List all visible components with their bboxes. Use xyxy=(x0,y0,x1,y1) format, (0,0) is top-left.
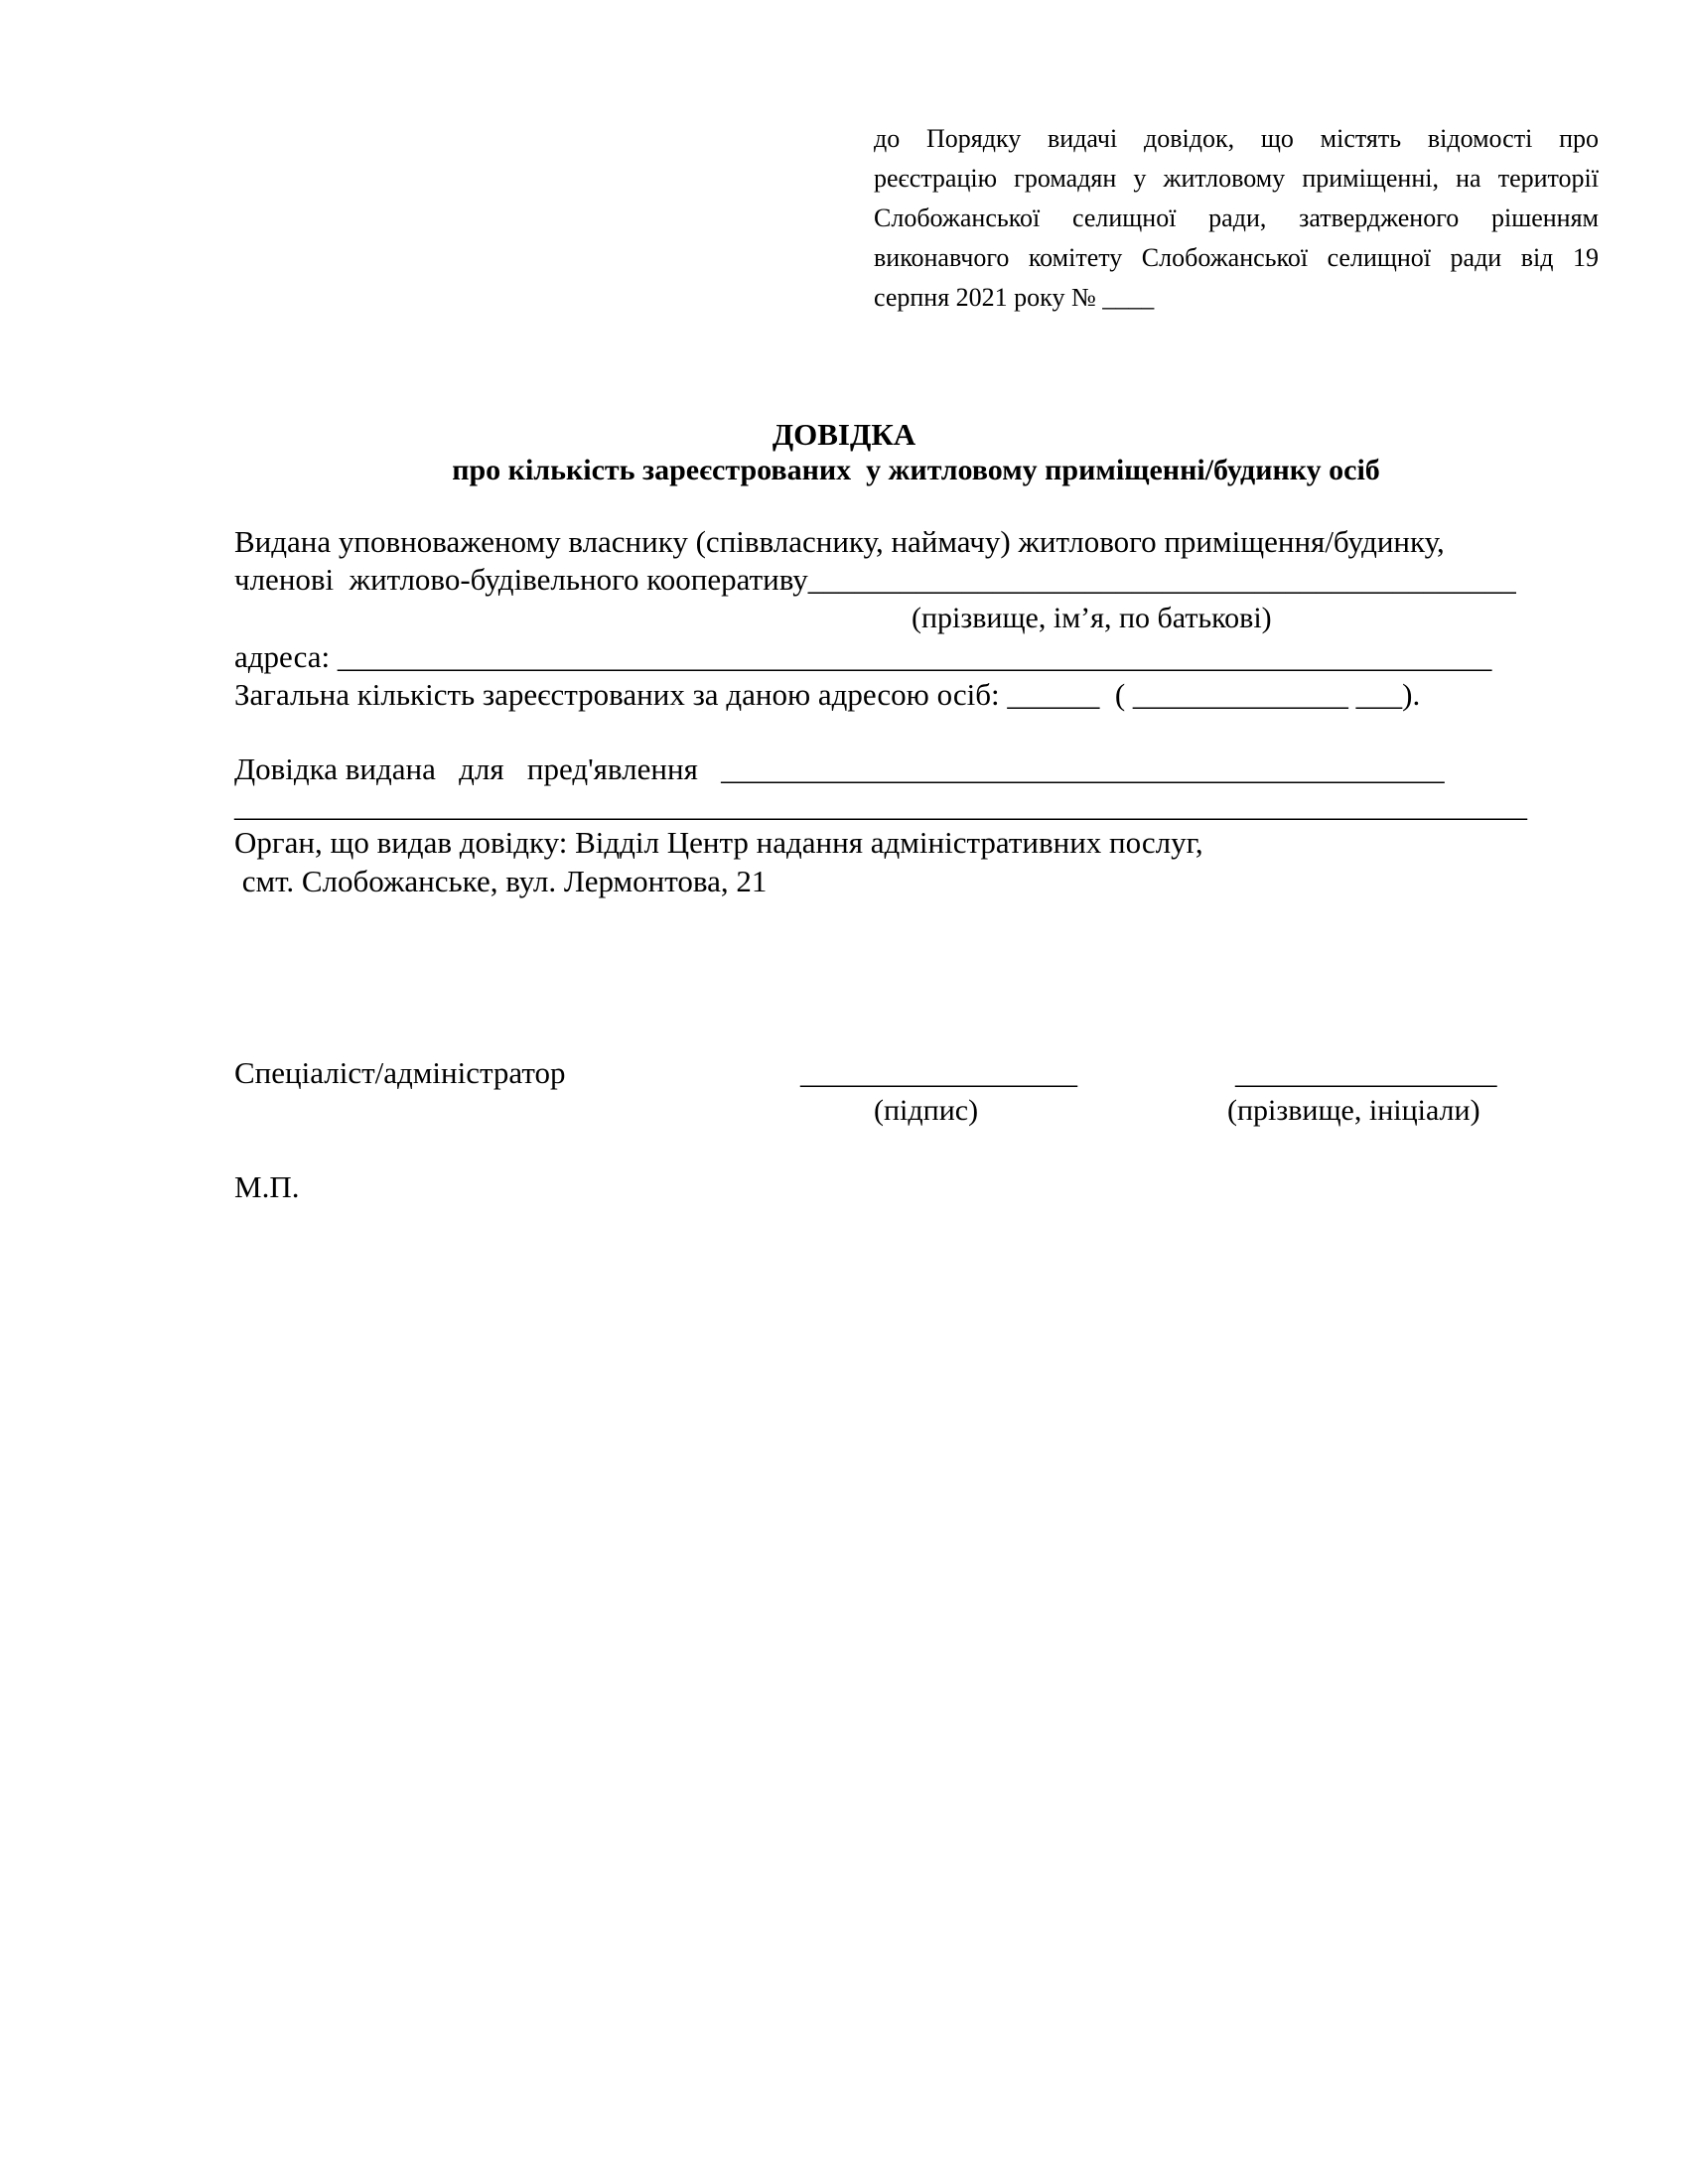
initials-blank: _________________ xyxy=(1235,1055,1497,1090)
document-title: ДОВІДКА xyxy=(772,417,916,452)
stamp-place: М.П. xyxy=(234,1169,300,1204)
signature-caption: (підпис) xyxy=(874,1094,979,1127)
issuing-authority-line-1: Орган, що видав довідку: Відділ Центр надання адміністративних послуг, xyxy=(234,825,1203,860)
issuing-authority-line-2: смт. Слобожанське, вул. Лермонтова, 21 xyxy=(234,864,768,898)
address-line: адреса: ___________________________________________________________________________ xyxy=(234,639,1492,674)
annex-line-4: виконавчого комітету Слобожанської селищної ради від 19 xyxy=(874,243,1599,272)
annex-line-2: реєстрацію громадян у житловому приміщенні, на території xyxy=(874,164,1599,193)
annex-line-3: Слобожанської селищної ради, затвердженого рішенням xyxy=(874,204,1599,232)
purpose-line: Довідка видана для пред'явлення _______________________________________________ xyxy=(234,751,1445,786)
annex-line-5: серпня 2021 року № ____ xyxy=(874,283,1155,312)
total-registered-line: Загальна кількість зареєстрованих за даною адресою осіб: ______ ( ______________ ___). xyxy=(234,677,1421,712)
document-subtitle: про кількість зареєстрованих у житловому приміщенні/будинку осіб xyxy=(452,454,1380,486)
full-name-caption: (прізвище, ім’я, по батькові) xyxy=(912,602,1272,634)
initials-caption: (прізвище, ініціали) xyxy=(1227,1094,1480,1127)
signatory-role: Спеціаліст/адміністратор xyxy=(234,1055,566,1090)
signature-blank: __________________ xyxy=(800,1055,1077,1090)
issued-to-line-1: Видана уповноваженому власнику (співвласнику, наймачу) житлового приміщення/будинку, xyxy=(234,524,1445,559)
issued-to-line-2: членові житлово-будівельного кооперативу______________________________________________ xyxy=(234,562,1516,597)
annex-line-1: до Порядку видачі довідок, що містять відомості про xyxy=(874,124,1599,153)
purpose-continuation-line: ____________________________________________________________________________________ xyxy=(234,788,1527,823)
annex-note xyxy=(874,119,1599,318)
